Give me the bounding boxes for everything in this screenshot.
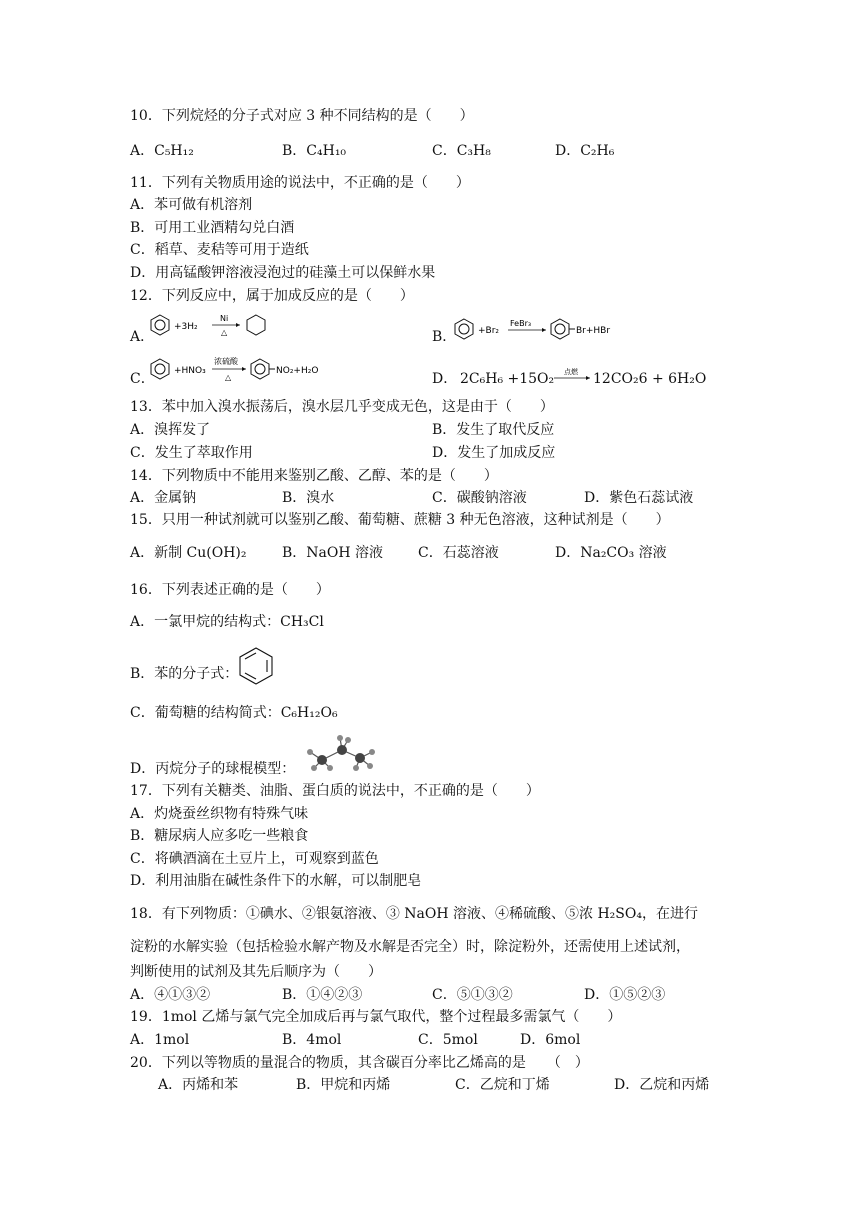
q12-stem: 12．下列反应中，属于加成反应的是（ ） bbox=[130, 288, 414, 304]
q12-b-catalyst: FeBr₃ bbox=[510, 319, 532, 328]
q17-stem: 17．下列有关糖类、油脂、蛋白质的说法中，不正确的是（ ） bbox=[130, 783, 540, 799]
q20-option-a[interactable]: A．丙烯和苯 bbox=[158, 1077, 239, 1093]
q12-option-d[interactable]: D． bbox=[432, 371, 458, 387]
q12-c-condition: △ bbox=[225, 373, 232, 382]
q16-option-b[interactable]: B．苯的分子式： bbox=[130, 666, 239, 682]
q20-option-d[interactable]: D．乙烷和丙烯 bbox=[614, 1077, 710, 1093]
q16-option-d[interactable]: D．丙烷分子的球棍模型： bbox=[130, 761, 296, 777]
q14-option-a[interactable]: A．金属钠 bbox=[130, 490, 197, 506]
q20-option-c[interactable]: C．乙烷和丁烯 bbox=[455, 1077, 550, 1093]
q12-equation-b bbox=[452, 316, 622, 344]
q12-d-lhs: 2C₆H₆ +15O₂ bbox=[460, 371, 555, 387]
q15-option-a[interactable]: A．新制 Cu(OH)₂ bbox=[130, 545, 247, 561]
q16-option-c[interactable]: C．葡萄糖的结构简式：C₆H₁₂O₆ bbox=[130, 705, 338, 721]
benzene-icon bbox=[455, 319, 473, 339]
q17-option-b[interactable]: B．糖尿病人应多吃一些粮食 bbox=[130, 828, 309, 844]
benzene-icon bbox=[151, 315, 169, 335]
q18-stem-line2: 淀粉的水解实验（包括检验水解产物及水解是否完全）时，除淀粉外，还需使用上述试剂， bbox=[130, 939, 690, 955]
q18-stem-line1: 18．有下列物质：①碘水、②银氨溶液、③ NaOH 溶液、④稀硫酸、⑤浓 H₂SO₄，在进行 bbox=[130, 906, 698, 922]
q20-option-b[interactable]: B．甲烷和丙烯 bbox=[296, 1077, 391, 1093]
q11-option-a[interactable]: A．苯可做有机溶剂 bbox=[130, 197, 253, 213]
q12-a-reagent: +3H₂ bbox=[174, 322, 198, 332]
q12-b-product: Br+HBr bbox=[576, 326, 611, 336]
q12-a-condition: △ bbox=[221, 328, 228, 337]
benzene-icon bbox=[151, 359, 169, 379]
q12-c-catalyst: 浓硫酸 bbox=[214, 357, 238, 366]
q19-option-c[interactable]: C．5mol bbox=[418, 1032, 478, 1048]
q13-option-d[interactable]: D．发生了加成反应 bbox=[432, 445, 556, 461]
q14-option-c[interactable]: C．碳酸钠溶液 bbox=[432, 490, 527, 506]
q12-c-reagent: +HNO₃ bbox=[174, 366, 206, 376]
q12-equation-c bbox=[148, 354, 338, 384]
bromobenzene-icon bbox=[551, 319, 575, 339]
q15-stem: 15．只用一种试剂就可以鉴别乙酸、葡萄糖、蔗糖 3 种无色溶液，这种试剂是（ ） bbox=[130, 512, 670, 528]
q13-option-c[interactable]: C．发生了萃取作用 bbox=[130, 445, 253, 461]
q12-c-product: NO₂+H₂O bbox=[276, 366, 319, 376]
q12-option-a[interactable]: A． bbox=[130, 329, 155, 345]
propane-ball-stick-icon bbox=[300, 734, 380, 774]
q11-option-b[interactable]: B．可用工业酒精勾兑白酒 bbox=[130, 220, 295, 236]
q19-option-d[interactable]: D．6mol bbox=[520, 1032, 581, 1048]
q10-option-b[interactable]: B．C₄H₁₀ bbox=[282, 143, 347, 159]
q15-option-c[interactable]: C．石蕊溶液 bbox=[418, 545, 499, 561]
q17-option-a[interactable]: A．灼烧蚕丝织物有特殊气味 bbox=[130, 806, 309, 822]
q10-option-c[interactable]: C．C₃H₈ bbox=[432, 143, 491, 159]
q12-a-catalyst: Ni bbox=[220, 314, 229, 323]
q17-option-c[interactable]: C．将碘酒滴在土豆片上，可观察到蓝色 bbox=[130, 851, 379, 867]
q17-option-d[interactable]: D．利用油脂在碱性条件下的水解，可以制肥皂 bbox=[130, 873, 422, 889]
q15-option-b[interactable]: B．NaOH 溶液 bbox=[282, 545, 384, 561]
q19-option-b[interactable]: B．4mol bbox=[282, 1032, 342, 1048]
q16-stem: 16．下列表述正确的是（ ） bbox=[130, 582, 330, 598]
q19-stem: 19．1mol 乙烯与氯气完全加成后再与氯气取代，整个过程最多需氯气（ ） bbox=[130, 1009, 622, 1025]
q10-option-a[interactable]: A．C₅H₁₂ bbox=[130, 143, 194, 159]
q16-option-a[interactable]: A．一氯甲烷的结构式：CH₃Cl bbox=[130, 614, 324, 630]
q12-d-condition: 点燃 bbox=[564, 368, 578, 376]
q11-option-c[interactable]: C．稻草、麦秸等可用于造纸 bbox=[130, 242, 309, 258]
q10-option-d[interactable]: D．C₂H₆ bbox=[555, 143, 615, 159]
q13-stem: 13．苯中加入溴水振荡后，溴水层几乎变成无色，这是由于（ ） bbox=[130, 399, 554, 415]
q14-stem: 14．下列物质中不能用来鉴别乙酸、乙醇、苯的是（ ） bbox=[130, 468, 498, 484]
q14-option-d[interactable]: D．紫色石蕊试液 bbox=[584, 490, 694, 506]
q18-option-a[interactable]: A．④①③② bbox=[130, 987, 211, 1003]
q20-stem: 20．下列以等物质的量混合的物质，其含碳百分率比乙烯高的是 （ ） bbox=[130, 1055, 589, 1071]
q12-equation-a bbox=[148, 312, 278, 344]
q12-d-arrow bbox=[552, 366, 592, 386]
q12-option-b[interactable]: B． bbox=[432, 329, 457, 345]
q13-option-b[interactable]: B．发生了取代反应 bbox=[432, 422, 555, 438]
q18-option-c[interactable]: C．⑤①③② bbox=[432, 987, 513, 1003]
q15-option-d[interactable]: D．Na₂CO₃ 溶液 bbox=[555, 545, 667, 561]
q14-option-b[interactable]: B．溴水 bbox=[282, 490, 335, 506]
q11-option-d[interactable]: D．用高锰酸钾溶液浸泡过的硅藻土可以保鲜水果 bbox=[130, 265, 436, 281]
q13-option-a[interactable]: A．溴挥发了 bbox=[130, 422, 211, 438]
nitrobenzene-icon bbox=[251, 359, 275, 379]
q11-stem: 11．下列有关物质用途的说法中，不正确的是（ ） bbox=[130, 175, 470, 191]
q18-option-d[interactable]: D．①⑤②③ bbox=[584, 987, 666, 1003]
benzene-structure-icon bbox=[236, 646, 276, 686]
q12-b-reagent: +Br₂ bbox=[478, 326, 500, 336]
q12-option-c[interactable]: C． bbox=[130, 371, 155, 387]
q18-option-b[interactable]: B．①④②③ bbox=[282, 987, 363, 1003]
q18-stem-line3: 判断使用的试剂及其先后顺序为（ ） bbox=[130, 964, 382, 980]
q10-stem: 10．下列烷烃的分子式对应 3 种不同结构的是（ ） bbox=[130, 108, 474, 124]
q12-d-rhs: 12CO₂6 + 6H₂O bbox=[593, 371, 707, 387]
cyclohexane-icon bbox=[247, 315, 265, 335]
q19-option-a[interactable]: A．1mol bbox=[130, 1032, 190, 1048]
